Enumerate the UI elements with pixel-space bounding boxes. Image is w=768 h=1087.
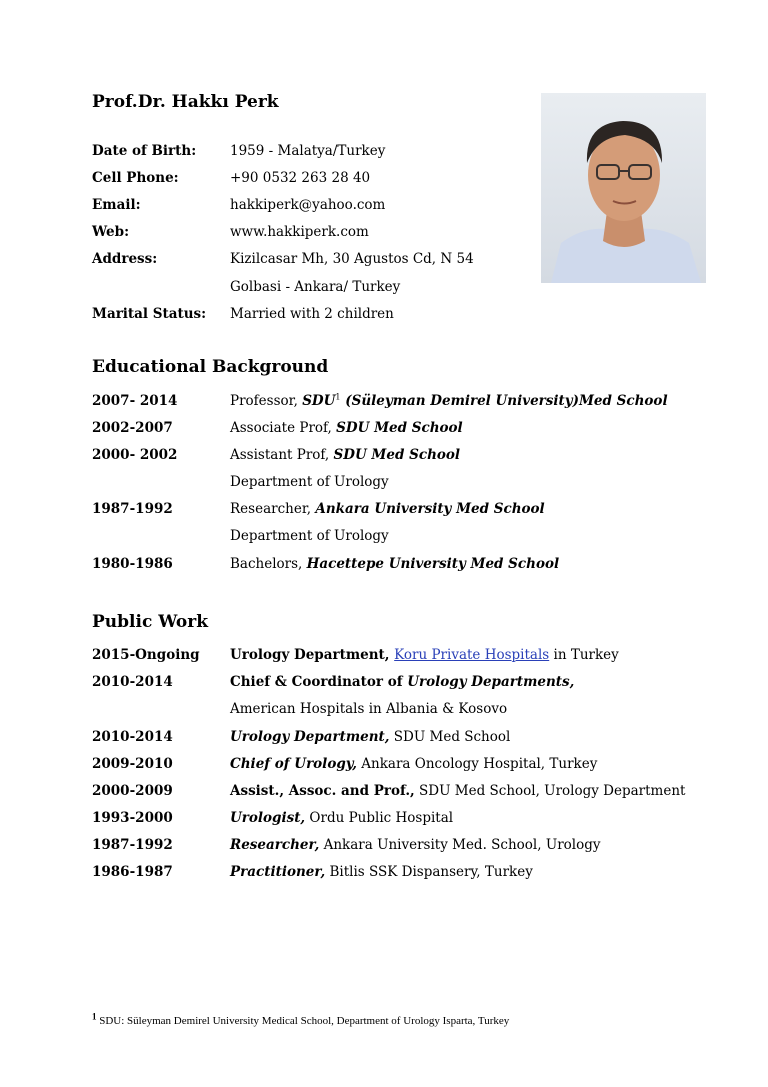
work-entry: American Hospitals in Albania & Kosovo [230, 701, 508, 717]
education-entry: Researcher, Ankara University Med School [230, 501, 545, 517]
education-years: 1980-1986 [92, 556, 173, 572]
education-entry: Department of Urology [230, 528, 389, 544]
info-label: Cell Phone: [92, 170, 179, 186]
work-years: 1986-1987 [92, 864, 173, 880]
info-value: 1959 - Malatya/Turkey [230, 143, 386, 159]
profile-photo [541, 93, 706, 283]
education-entry: Assistant Prof, SDU Med School [230, 447, 461, 463]
education-years: 2002-2007 [92, 420, 173, 436]
education-heading: Educational Background [92, 357, 329, 377]
email-value[interactable]: hakkiperk@yahoo.com [230, 197, 386, 213]
work-years: 2015-Ongoing [92, 647, 200, 663]
work-entry: Chief & Coordinator of Urology Departments, [230, 674, 575, 690]
koru-hospitals-link[interactable]: Koru Private Hospitals [394, 647, 550, 663]
work-entry: Researcher, Ankara University Med. School, Urology [230, 837, 601, 853]
portrait-image [541, 93, 706, 283]
footnote-text: SDU: Süleyman Demirel University Medical School, Department of Urology Isparta, Turkey [96, 1015, 510, 1027]
work-years: 2000-2009 [92, 783, 173, 799]
work-entry: Assist., Assoc. and Prof., SDU Med School, Urology Department [230, 783, 686, 799]
footnote [92, 1011, 510, 1027]
info-value: Kizilcasar Mh, 30 Agustos Cd, N 54 [230, 251, 474, 267]
info-label: Marital Status: [92, 306, 207, 322]
education-entry: Department of Urology [230, 474, 389, 490]
work-years: 1987-1992 [92, 837, 173, 853]
education-entry: Professor, SDU$^1$ (Süleyman Demirel University)Med School [230, 392, 668, 409]
work-entry: Practitioner, Bitlis SSK Dispansery, Turkey [230, 864, 533, 880]
work-entry: Urology Department, Koru Private Hospitals in Turkey [230, 647, 619, 663]
public-work-heading: Public Work [92, 612, 208, 632]
education-years: 2000- 2002 [92, 447, 178, 463]
work-years: 1993-2000 [92, 810, 173, 826]
info-label: Address: [92, 251, 158, 267]
footnote-mark: 1 [92, 1011, 97, 1022]
info-value: +90 0532 263 28 40 [230, 170, 371, 186]
work-entry: Urology Department, SDU Med School [230, 729, 511, 745]
info-label: Web: [92, 224, 130, 240]
work-years: 2009-2010 [92, 756, 173, 772]
education-years: 1987-1992 [92, 501, 173, 517]
web-value[interactable]: www.hakkiperk.com [230, 224, 369, 240]
info-label: Email: [92, 197, 141, 213]
work-years: 2010-2014 [92, 729, 173, 745]
work-entry: Chief of Urology, Ankara Oncology Hospital, Turkey [230, 756, 598, 772]
info-value: Golbasi - Ankara/ Turkey [230, 279, 401, 295]
work-years: 2010-2014 [92, 674, 173, 690]
info-value: Married with 2 children [230, 306, 394, 322]
education-entry: Associate Prof, SDU Med School [230, 420, 463, 436]
education-entry: Bachelors, Hacettepe University Med School [230, 556, 560, 572]
education-years: 2007- 2014 [92, 393, 178, 409]
work-entry: Urologist, Ordu Public Hospital [230, 810, 454, 826]
person-name: Prof.Dr. Hakkı Perk [92, 92, 279, 112]
info-label: Date of Birth: [92, 143, 197, 159]
